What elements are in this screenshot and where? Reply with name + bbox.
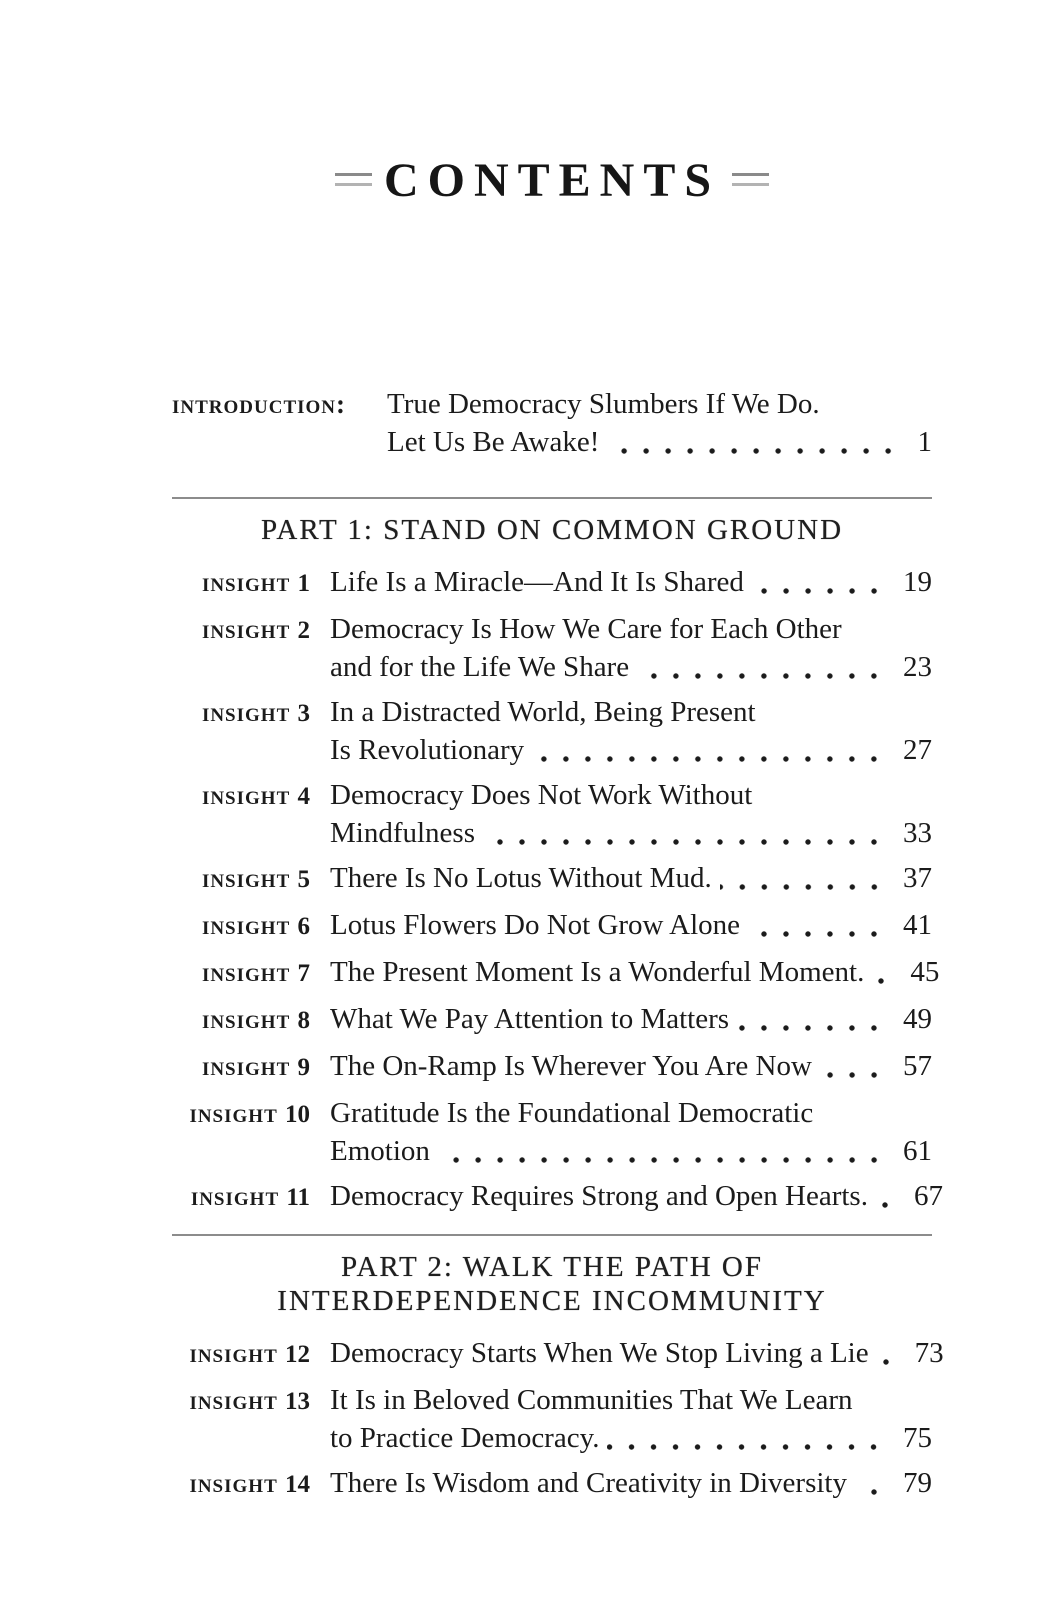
entry-title-text: In a Distracted World, Being Present	[330, 696, 756, 728]
entry-title	[330, 610, 932, 686]
entry-label	[172, 859, 310, 899]
part-heading-line: INTERDEPENDENCE INCOMMUNITY	[277, 1285, 827, 1317]
entry-list	[172, 563, 943, 1217]
dot-leader	[748, 906, 891, 944]
page-title-text: CONTENTS	[383, 154, 721, 207]
page-number: 1	[917, 426, 932, 458]
entry-title-text: Emotion	[330, 1135, 430, 1167]
introduction-title-line	[387, 385, 932, 423]
page-content	[172, 0, 944, 1511]
toc-entry	[172, 953, 940, 993]
dot-leader	[720, 859, 891, 897]
entry-number: 1	[297, 570, 310, 597]
dot-leader	[483, 814, 891, 852]
toc-entry	[172, 693, 932, 769]
entry-label	[172, 1094, 310, 1170]
entry-title-text: Democracy Does Not Work Without	[330, 779, 753, 811]
toc-entry	[172, 1177, 943, 1217]
dot-leader	[752, 563, 891, 601]
toc-entry	[172, 1464, 932, 1504]
entry-number: 8	[297, 1007, 310, 1034]
entry-title-line	[330, 1464, 932, 1502]
page-number: 57	[903, 1050, 932, 1082]
entry-number: 11	[286, 1184, 310, 1211]
dot-leader	[532, 731, 891, 769]
entry-title-line	[330, 563, 932, 601]
entry-title-line	[330, 1132, 932, 1170]
entry-label-word: insight	[201, 957, 291, 987]
dot-leader	[877, 1334, 903, 1372]
page-number: 27	[903, 734, 932, 766]
entry-number: 7	[297, 960, 310, 987]
dot-leader	[876, 1177, 902, 1215]
entry-number: 12	[285, 1341, 310, 1368]
entry-title-line	[330, 1334, 944, 1372]
entry-label	[172, 1334, 310, 1374]
toc-entry	[172, 1000, 932, 1040]
entry-title-line	[330, 1047, 932, 1085]
dot-leader	[820, 1047, 891, 1085]
section-divider	[172, 1234, 932, 1236]
title-ornament-left-icon	[335, 173, 372, 186]
entry-title-line	[330, 953, 939, 991]
part-section	[172, 497, 943, 1217]
entry-title-text: The On-Ramp Is Wherever You Are Now	[330, 1050, 812, 1082]
entry-label-word: insight	[189, 1338, 278, 1368]
toc-entry	[172, 776, 932, 852]
entry-number: 9	[297, 1054, 310, 1081]
entry-title-line	[330, 731, 932, 769]
entry-title	[330, 693, 932, 769]
entry-title-line	[330, 693, 932, 731]
entry-title-line	[330, 859, 932, 897]
introduction-label-text: introduction:	[172, 389, 347, 419]
entry-title	[330, 953, 939, 993]
entry-number: 6	[297, 913, 310, 940]
entry-title-text: It Is in Beloved Communities That We Learn	[330, 1384, 853, 1416]
entry-label	[172, 906, 310, 946]
entry-title-line	[330, 776, 932, 814]
introduction-title-text: True Democracy Slumbers If We Do.	[387, 388, 820, 420]
introduction-label	[172, 385, 377, 461]
section-divider	[172, 497, 932, 499]
entry-title-line	[330, 648, 932, 686]
entry-title-line	[330, 906, 932, 944]
entry-label	[172, 693, 310, 769]
entry-number: 14	[285, 1471, 310, 1498]
entry-title-text: There Is No Lotus Without Mud.	[330, 862, 712, 894]
entry-title	[330, 563, 932, 603]
entry-title-line	[330, 1177, 943, 1215]
entry-title-text: Democracy Starts When We Stop Living a Lie	[330, 1337, 869, 1369]
entry-title	[330, 1334, 944, 1374]
entry-title	[330, 1464, 932, 1504]
toc-entry	[172, 1381, 932, 1457]
entry-title-text: Mindfulness	[330, 817, 475, 849]
entry-label-word: insight	[189, 1468, 278, 1498]
entry-title-line	[330, 610, 932, 648]
dot-leader	[607, 1419, 891, 1457]
introduction-title-text: Let Us Be Awake!	[387, 426, 600, 458]
entry-number: 5	[297, 866, 310, 893]
entry-title-line	[330, 1381, 932, 1419]
toc-entry	[172, 563, 932, 603]
entry-number: 10	[285, 1101, 310, 1128]
part-heading-line: PART 2: WALK THE PATH OF	[340, 1251, 763, 1283]
parts	[172, 497, 944, 1504]
entry-title	[330, 1000, 932, 1040]
entry-label	[172, 776, 310, 852]
introduction-entry	[172, 385, 932, 461]
entry-label-word: insight	[201, 1004, 291, 1034]
entry-title-line	[330, 1419, 932, 1457]
dot-leader	[855, 1464, 891, 1502]
entry-title-line	[330, 814, 932, 852]
entry-label-word: insight	[201, 614, 291, 644]
entry-title-text: Life Is a Miracle—And It Is Shared	[330, 566, 744, 598]
entry-title-line	[330, 1094, 932, 1132]
page-number: 61	[903, 1135, 932, 1167]
dot-leader	[872, 953, 898, 991]
entry-title	[330, 859, 932, 899]
toc-entry	[172, 1094, 932, 1170]
part-heading	[172, 513, 932, 547]
entry-title	[330, 1177, 943, 1217]
toc-entry	[172, 1047, 932, 1087]
page-number: 19	[903, 566, 932, 598]
entry-number: 3	[297, 700, 310, 727]
entry-title-text: to Practice Democracy.	[330, 1422, 600, 1454]
page-number: 23	[903, 651, 932, 683]
title-ornament-right-icon	[732, 173, 769, 186]
entry-label-word: insight	[201, 1051, 291, 1081]
entry-title	[330, 1094, 932, 1170]
dot-leader	[737, 1000, 891, 1038]
entry-label	[172, 953, 310, 993]
entry-title-text: There Is Wisdom and Creativity in Diversity	[330, 1467, 847, 1499]
entry-number: 2	[297, 617, 310, 644]
entry-list	[172, 1334, 944, 1504]
page-number: 45	[910, 956, 940, 988]
entry-label	[172, 1464, 310, 1504]
page-number: 49	[903, 1003, 932, 1035]
introduction-title	[387, 385, 932, 461]
dot-leader	[607, 423, 905, 461]
entry-title-text: Is Revolutionary	[330, 734, 525, 766]
entry-title	[330, 906, 932, 946]
page-number: 79	[903, 1467, 932, 1499]
entry-label-word: insight	[201, 863, 291, 893]
entry-title-text: The Present Moment Is a Wonderful Moment.	[330, 956, 865, 988]
entry-title-text: Democracy Requires Strong and Open Hearts.	[330, 1180, 868, 1212]
page-number: 73	[914, 1337, 944, 1369]
entry-label	[172, 1381, 310, 1457]
entry-label	[172, 563, 310, 603]
entry-title-line	[330, 1000, 932, 1038]
dot-leader	[438, 1132, 891, 1170]
page-number: 37	[903, 862, 932, 894]
entry-label-word: insight	[190, 1181, 280, 1211]
entry-title-text: Gratitude Is the Foundational Democratic	[330, 1097, 814, 1129]
toc-entry	[172, 610, 932, 686]
entry-title	[330, 776, 932, 852]
entry-title	[330, 1381, 932, 1457]
entry-label	[172, 610, 310, 686]
entry-label-word: insight	[201, 697, 291, 727]
dot-leader	[637, 648, 891, 686]
entry-number: 4	[297, 783, 310, 810]
entry-label	[172, 1000, 310, 1040]
page-number: 75	[903, 1422, 932, 1454]
toc-entry	[172, 906, 932, 946]
part-heading-line: PART 1: STAND ON COMMON GROUND	[260, 514, 844, 546]
entry-label-word: insight	[201, 780, 291, 810]
page-number: 33	[903, 817, 932, 849]
page-number: 67	[913, 1180, 943, 1212]
entry-title-text: What We Pay Attention to Matters	[330, 1003, 730, 1035]
page-title	[172, 150, 932, 212]
entry-label-word: insight	[201, 567, 291, 597]
entry-title-text: and for the Life We Share	[330, 651, 630, 683]
entry-label-word: insight	[189, 1098, 278, 1128]
part-section	[172, 1234, 944, 1504]
introduction-title-line	[387, 423, 932, 461]
part-heading	[172, 1250, 932, 1318]
entry-title-text: Lotus Flowers Do Not Grow Alone	[330, 909, 741, 941]
entry-title	[330, 1047, 932, 1087]
page-number: 41	[903, 909, 932, 941]
entry-label-word: insight	[189, 1385, 278, 1415]
entry-label	[172, 1177, 310, 1217]
entry-number: 13	[285, 1388, 310, 1415]
entry-label	[172, 1047, 310, 1087]
toc-entry	[172, 1334, 944, 1374]
toc-entry	[172, 859, 932, 899]
entry-title-text: Democracy Is How We Care for Each Other	[330, 613, 842, 645]
entry-label-word: insight	[201, 910, 291, 940]
